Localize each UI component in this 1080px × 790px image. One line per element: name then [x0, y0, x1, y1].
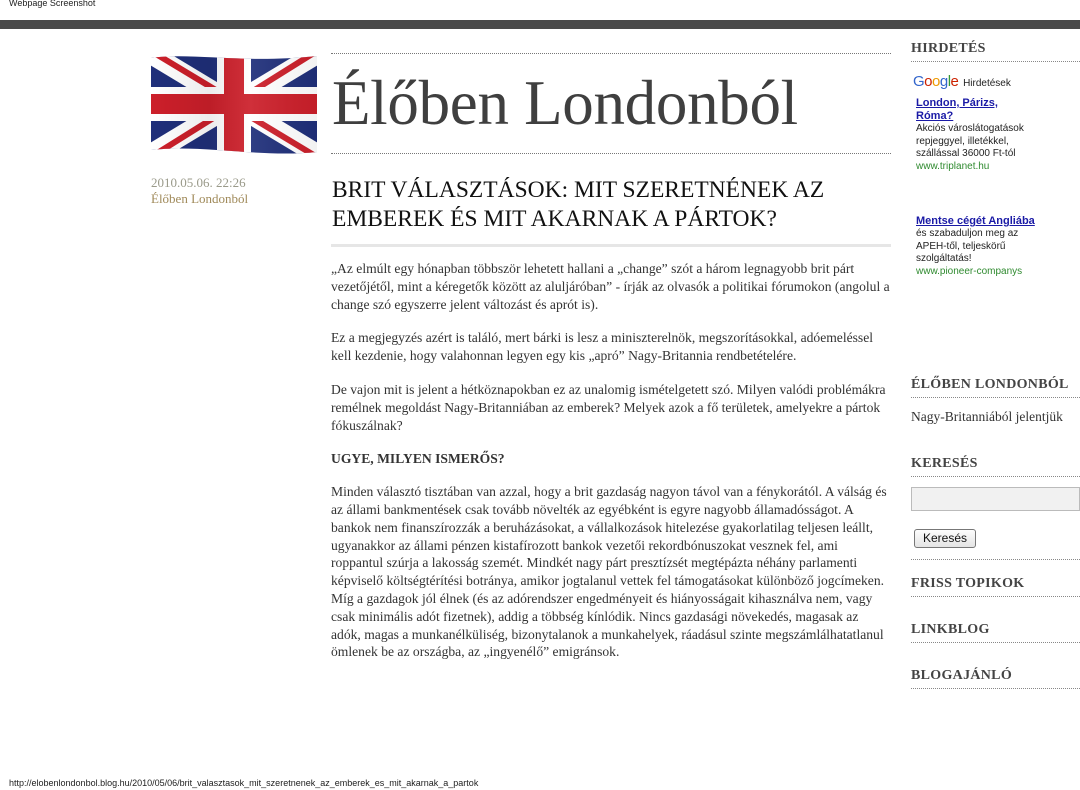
header-rule-bottom	[331, 153, 891, 154]
post-author-link[interactable]: Élőben Londonból	[151, 191, 249, 206]
ad-link[interactable]: London, Párizs, Róma?	[916, 97, 998, 122]
search-input[interactable]	[911, 487, 1080, 511]
search-heading: KERESÉS	[911, 456, 978, 471]
post-paragraph: Minden választó tisztában van azzal, hogy a brit gazdaság nagyon távol van a fénykorától. A válság és az állami bankmentések csak tovább növelték az egyébként is egyre nagyobb államadósságot. A bankok nem finanszírozzák a beruházásokat, a vállalkozások hitelezése gyakorlatilag teljesen leállt, ugyanakkor az állami pénzen kistafírozott bankok vezetői rekordbónuszokat vesznek fel, ami roppantul szúrja a lakosság szemét. Mindkét nagy párt presztízsét megtépázta néhány parlamenti képviselő költségtérítési botránya, amikor jogtalanul vettek fel támogatásokat különböző jogcímeken. Míg a gazdagok jól élnek (és az adórendszer engedményeit és hiányosságait kihasználva nem, vagy csak minimális adót fizetnek), addig a többség kínlódik. Nincs gazdasági növekedés, magasak az adók, magas a munkanélküliség, bizonytalanok a munkahelyek, ráadásul szinte megszámlálhatatlanul ömlenek be az országba, az „ingyenélő” emigránsok.	[331, 484, 887, 660]
sidebar-rule	[911, 476, 1080, 477]
linkblog-heading[interactable]: LINKBLOG	[911, 622, 990, 637]
status-url: http://elobenlondonbol.blog.hu/2010/05/06/brit_valasztasok_mit_szeretnenek_az_emberek_es_mit_akarnak_a_partok	[9, 778, 479, 788]
post-paragraph: De vajon mit is jelent a hétköznapokban ez az unalomig ismételgetett szó. Milyen valódi problémákra remélnek megoldást Nagy-Britanniában az emberek? Melyek azok a fő területek, amelyekre a pártok fókuszálnak?	[331, 381, 886, 433]
header-rule-top	[331, 53, 891, 54]
ad-url[interactable]: www.triplanet.hu	[916, 160, 990, 172]
post-body	[331, 260, 891, 677]
ad-item	[916, 97, 1036, 173]
google-brand-text: Google	[913, 73, 959, 90]
google-brand	[913, 73, 962, 90]
ad-text: és szabaduljon meg az APEH-től, teljeskörű szolgáltatás!	[916, 228, 1019, 265]
union-jack-flag-image	[151, 54, 317, 154]
post-subheading: UGYE, MILYEN ISMERŐS?	[331, 451, 505, 467]
google-ads-logo	[913, 73, 1011, 90]
sidebar-rule	[911, 688, 1080, 689]
post-paragraph: „Az elmúlt egy hónapban többször lehetett hallani a „change” szót a három legnagyobb brit párt vezetőjétől, mint a kéregetők között az aluljáróban” - írják az olvasók a politikai fórumokon (angolul a change szó egyszerre jelent változást és aprót is).	[331, 261, 890, 312]
about-heading: ÉLŐBEN LONDONBÓL	[911, 377, 1069, 392]
search-button[interactable]: Keresés	[914, 529, 976, 548]
top-bar	[0, 20, 1080, 29]
about-text: Nagy-Britanniából jelentjük	[911, 409, 1063, 424]
blogajanlo-heading[interactable]: BLOGAJÁNLÓ	[911, 668, 1013, 683]
post-date: 2010.05.06. 22:26	[151, 175, 246, 190]
friss-topikok-heading[interactable]: FRISS TOPIKOK	[911, 576, 1025, 591]
sidebar-rule	[911, 61, 1080, 62]
title-rule	[331, 244, 891, 247]
ad-item	[916, 215, 1036, 278]
post-paragraph: Ez a megjegyzés azért is találó, mert bárki is lesz a miniszterelnök, megszorításokkal, adóemeléssel kell kezdenie, hogy valahonnan legyen egy kis „apró” Nagy-Britannia rendbetételére.	[331, 330, 874, 364]
ad-link[interactable]: Mentse cégét Angliába	[916, 215, 1035, 227]
sidebar-rule	[911, 642, 1080, 643]
site-title[interactable]: Élőben Londonból	[332, 68, 798, 138]
sidebar-rule	[911, 397, 1080, 398]
sidebar-rule	[911, 559, 1080, 560]
google-ads-sub: Hirdetések	[963, 78, 1011, 89]
sidebar-rule	[911, 596, 1080, 597]
ad-url[interactable]: www.pioneer-companys	[916, 265, 1023, 277]
post-title[interactable]: BRIT VÁLASZTÁSOK: MIT SZERETNÉNEK AZ EMBEREK ÉS MIT AKARNAK A PÁRTOK?	[332, 177, 825, 232]
ads-heading: HIRDETÉS	[911, 41, 986, 56]
capture-title: Webpage Screenshot	[9, 0, 96, 8]
ad-text: Akciós városlátogatások repjeggyel, illetékkel, szállással 36000 Ft-tól	[916, 123, 1024, 160]
post-meta	[151, 175, 248, 207]
